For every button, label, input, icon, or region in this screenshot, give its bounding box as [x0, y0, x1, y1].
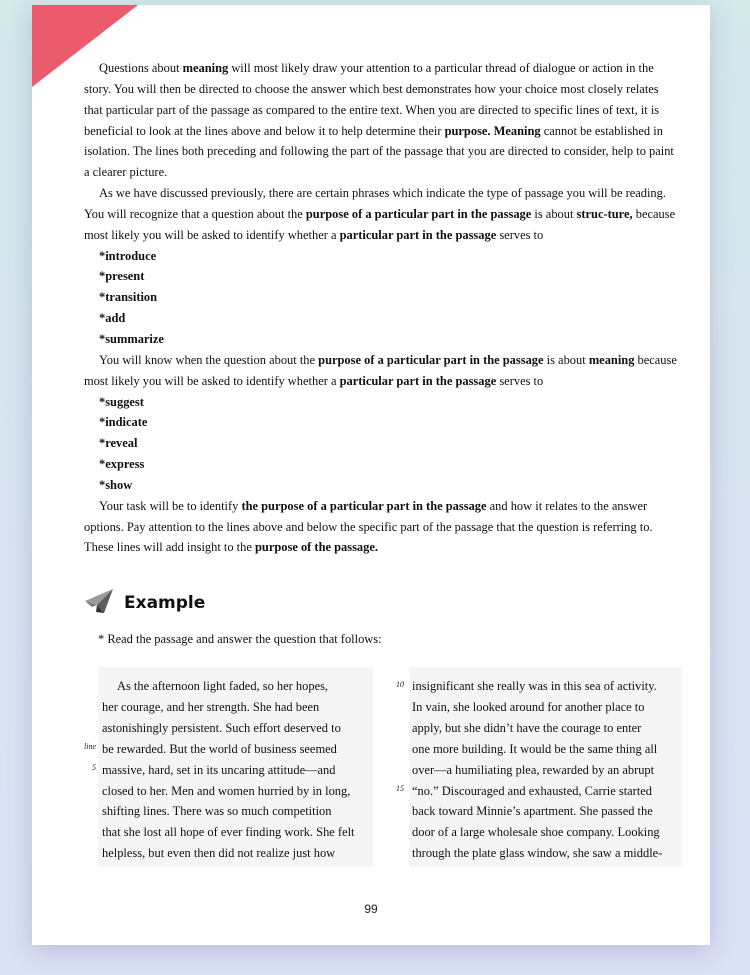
passage-line: massive, hard, set in its uncaring attitude—and	[102, 762, 336, 777]
text-run: is about	[543, 352, 589, 367]
line-number-5: 5	[92, 763, 96, 772]
body-text	[84, 58, 680, 558]
passage-column-right	[409, 667, 682, 867]
text-run: serves to	[496, 227, 544, 242]
text-run: and how it relates to the answer options. Pay attention to the lines above and below the specific part of the passage that the question is referring to. These lines will add insight to the	[84, 498, 653, 555]
passage-lines-left	[102, 676, 355, 864]
text-run: Questions about	[99, 61, 183, 75]
list-item: *indicate	[99, 415, 148, 430]
text-run: cannot be established in isolation. The lines both preceding and following the part of the passage that you are directed to consider, help to paint a clearer picture.	[84, 123, 674, 180]
passage-line: As the afternoon light faded, so her hopes,	[117, 679, 329, 693]
passage-line: astonishingly persistent. Such effort deserved to	[102, 720, 341, 735]
passage-line: “no.” Discouraged and exhausted, Carrie started	[412, 783, 653, 798]
example-heading	[84, 587, 205, 619]
passage-line: door of a large wholesale shoe company. Looking	[412, 825, 660, 840]
bold-phrase: struc-ture,	[576, 206, 633, 221]
paragraph-task	[84, 496, 680, 559]
list-item: *show	[99, 477, 133, 492]
example-instruction: * Read the passage and answer the question that follows:	[98, 632, 382, 646]
passage-line: over—a humiliating plea, rewarded by an abrupt	[412, 762, 655, 777]
bold-phrase: the purpose of a particular part in the passage	[241, 498, 487, 513]
list-item: *summarize	[99, 331, 164, 346]
text-run: because most likely you will be asked to identify whether a	[84, 206, 676, 242]
text-run: As we have discussed previously, there are certain phrases which indicate the type of passage you will be reading. You will recognize that a question about the	[84, 186, 666, 221]
paragraph-structure	[84, 183, 680, 246]
text-run: is about	[531, 206, 577, 221]
list-item: *suggest	[99, 394, 144, 409]
passage-column-left	[98, 667, 373, 867]
passage-lines-right	[412, 676, 662, 864]
passage-line: through the plate glass window, she saw a middle-	[412, 846, 663, 861]
passage-line: one more building. It would be the same thing all	[412, 741, 658, 756]
bold-phrase: particular part in the passage	[339, 227, 497, 242]
passage-line: closed to her. Men and women hurried by in long,	[102, 783, 351, 798]
meaning-verb-list	[84, 392, 680, 496]
text-run: because most likely you will be asked to identify whether a	[84, 352, 677, 388]
passage-line: be rewarded. But the world of business seemed	[102, 741, 337, 756]
list-item: *express	[99, 457, 145, 472]
passage-line: back toward Minnie’s apartment. She passed the	[412, 804, 653, 819]
page-number: 99	[364, 902, 378, 916]
passage-line: apply, but she didn’t have the courage to enter	[412, 720, 642, 735]
structure-verb-list	[84, 246, 680, 350]
passage-line: her courage, and her strength. She had been	[102, 699, 320, 714]
bold-phrase: purpose. Meaning	[444, 123, 541, 138]
paragraph-meaning	[84, 58, 680, 183]
bold-phrase: purpose of a particular part in the passage	[305, 206, 532, 221]
text-run: Your task will be to identify	[99, 498, 242, 513]
paragraph-meaning-question	[84, 350, 680, 392]
bold-phrase: purpose of a particular part in the passage	[318, 352, 544, 367]
passage-line: helpless, but even then did not realize just how	[102, 846, 336, 861]
paper-plane-icon	[84, 588, 114, 618]
list-item: *transition	[99, 290, 158, 305]
list-item: *reveal	[99, 436, 138, 451]
passage-line: shifting lines. There was so much competition	[102, 804, 332, 819]
passage-line: In vain, she looked around for another place to	[412, 699, 645, 714]
passage-line: insignificant she really was in this sea of activity.	[412, 679, 657, 693]
bold-phrase: particular part in the passage	[339, 373, 497, 388]
list-item: *introduce	[99, 248, 157, 263]
passage-line: that she lost all hope of ever finding work. She felt	[102, 825, 355, 840]
text-run: will most likely draw your attention to a particular thread of dialogue or action in the story. You will then be directed to choose the answer which best demonstrates how your choice most closely relates that particular part of the passage as compared to the entire text. When you are directed to specific lines of text, it is beneficial to look at the lines above and below it to help determine their	[84, 61, 660, 138]
line-number-10: 10	[396, 680, 404, 689]
bold-phrase: meaning	[182, 61, 229, 75]
bold-phrase: meaning	[588, 352, 635, 367]
text-run: You will know when the question about the	[99, 352, 319, 367]
example-title: Example	[124, 593, 206, 613]
bold-phrase: purpose of the passage.	[255, 540, 379, 555]
list-item: *present	[99, 269, 145, 284]
book-page	[32, 5, 710, 945]
line-marker-label: line	[84, 742, 96, 751]
text-run: serves to	[496, 373, 544, 388]
list-item: *add	[99, 311, 126, 326]
line-number-15: 15	[396, 784, 404, 793]
